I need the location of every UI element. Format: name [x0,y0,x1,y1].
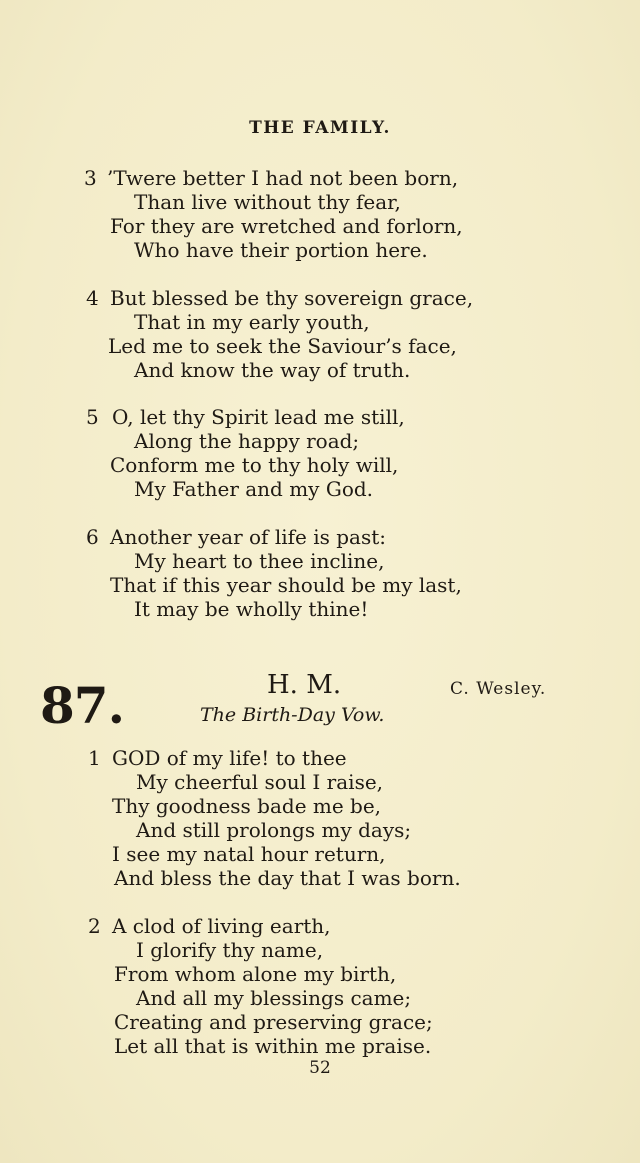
verse-line: For they are wretched and forlorn, [110,214,463,238]
stanza-number: 3 [84,166,97,190]
verse-line: And all my blessings came; [136,986,412,1010]
verse-line: My Father and my God. [134,477,374,501]
verse-line: Conform me to thy holy will, [110,453,399,477]
stanza-number: 5 [86,405,99,429]
stanza-number: 2 [88,914,101,938]
verse-line: Another year of life is past: [110,525,386,549]
verse-line: And know the way of truth. [134,358,411,382]
stanza-number: 4 [86,286,99,310]
hymn-author: C. Wesley. [450,679,547,699]
verse-line: Creating and preserving grace; [114,1010,433,1034]
hymn-title: The Birth-Day Vow. [200,704,385,726]
verse-line: GOD of my life! to thee [112,746,347,770]
verse-line: Led me to seek the Saviour’s face, [108,334,457,358]
verse-line: My cheerful soul I raise, [136,770,384,794]
verse-line: That in my early youth, [134,310,370,334]
stanza-number: 6 [86,525,99,549]
verse-line: But blessed be thy sovereign grace, [110,286,474,310]
hymn-number: 87. [40,676,124,735]
verse-line: That if this year should be my last, [110,573,462,597]
verse-line: Let all that is within me praise. [114,1034,432,1058]
verse-line: From whom alone my birth, [114,962,397,986]
verse-line: Who have their portion here. [134,238,428,262]
hymn-meter: H. M. [267,670,342,700]
verse-line: Thy goodness bade me be, [112,794,382,818]
page-number: 52 [309,1058,331,1078]
verse-line: Than live without thy fear, [134,190,401,214]
verse-line: Along the happy road; [134,429,360,453]
verse-line: I see my natal hour return, [112,842,386,866]
verse-line: It may be wholly thine! [134,597,369,621]
running-head: THE FAMILY. [249,118,391,138]
verse-line: I glorify thy name, [136,938,324,962]
stanza-number: 1 [88,746,101,770]
verse-line: My heart to thee incline, [134,549,385,573]
verse-line: And still prolongs my days; [136,818,412,842]
verse-line: ’Twere better I had not been born, [107,166,459,190]
verse-line: A clod of living earth, [112,914,331,938]
verse-line: O, let thy Spirit lead me still, [112,405,405,429]
verse-line: And bless the day that I was born. [114,866,461,890]
